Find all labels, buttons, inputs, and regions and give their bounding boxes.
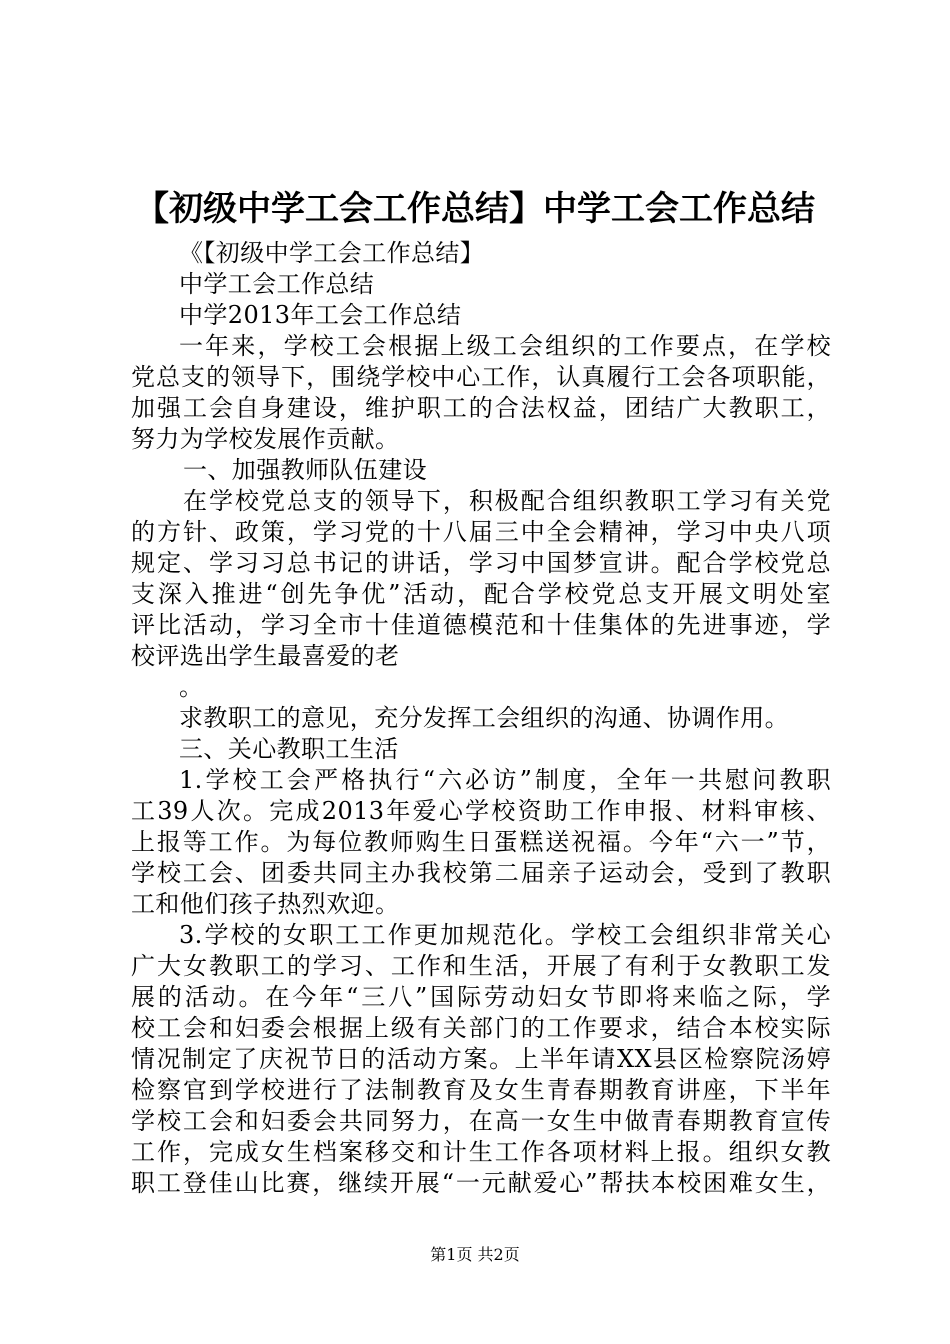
body-line: 3.学校的女职工工作更加规范化。学校工会组织非常关心 [179,921,831,949]
body-line: 。 [179,673,204,701]
body-line: 检察官到学校进行了法制教育及女生青春期教育讲座，下半年 [131,1076,831,1104]
body-line: 在学校党总支的领导下，积极配合组织教职工学习有关党 [183,487,831,515]
body-line: 党总支的领导下，围绕学校中心工作，认真履行工会各项职能， [131,363,831,391]
body-line: 的方针、政策，学习党的十八届三中全会精神，学习中央八项 [131,518,831,546]
body-line: 一年来，学校工会根据上级工会组织的工作要点，在学校 [179,332,831,360]
body-line: 评比活动，学习全市十佳道德模范和十佳集体的先进事迹，学 [131,611,831,639]
section-heading: 一、加强教师队伍建设 [183,456,427,484]
body-line: 工39人次。完成2013年爱心学校资助工作申报、材料审核、 [131,797,831,825]
body-line: 工和他们孩子热烈欢迎。 [131,890,400,918]
body-line: 校评选出学生最喜爱的老 [131,642,400,670]
body-line: 学校工会、团委共同主办我校第二届亲子运动会，受到了教职 [131,859,831,887]
section-heading: 三、关心教职工生活 [179,735,399,763]
body-line: 中学2013年工会工作总结 [179,301,462,329]
body-line: 上报等工作。为每位教师购生日蛋糕送祝福。今年“六一”节， [131,828,831,856]
body-line: 支深入推进“创先争优”活动，配合学校党总支开展文明处室 [131,580,831,608]
body-line: 工作，完成女生档案移交和计生工作各项材料上报。组织女教 [131,1138,831,1166]
page-number-footer: 第1页 共2页 [430,1245,520,1264]
body-line: 职工登佳山比赛，继续开展“一元献爱心”帮扶本校困难女生， [131,1169,831,1197]
body-line: 中学工会工作总结 [179,270,375,298]
body-line: 加强工会自身建设，维护职工的合法权益，团结广大教职工， [131,394,831,422]
body-line: 规定、学习习总书记的讲话，学习中国梦宣讲。配合学校党总 [131,549,831,577]
body-line: 求教职工的意见，充分发挥工会组织的沟通、协调作用。 [179,704,789,732]
body-line: 校工会和妇委会根据上级有关部门的工作要求，结合本校实际 [131,1014,831,1042]
document-body [131,238,831,1199]
body-line: 情况制定了庆祝节日的活动方案。上半年请XX县区检察院汤婷 [131,1045,831,1073]
document-title: 【初级中学工会工作总结】中学工会工作总结 [135,189,815,229]
body-line: 学校工会和妇委会共同努力，在高一女生中做青春期教育宣传 [131,1107,831,1135]
body-line: 《【初级中学工会工作总结】 [179,239,485,267]
body-line: 广大女教职工的学习、工作和生活，开展了有利于女教职工发 [131,952,831,980]
body-line: 展的活动。在今年“三八”国际劳动妇女节即将来临之际，学 [131,983,831,1011]
body-line: 1.学校工会严格执行“六必访”制度，全年一共慰问教职 [179,766,831,794]
body-line: 努力为学校发展作贡献。 [131,425,400,453]
